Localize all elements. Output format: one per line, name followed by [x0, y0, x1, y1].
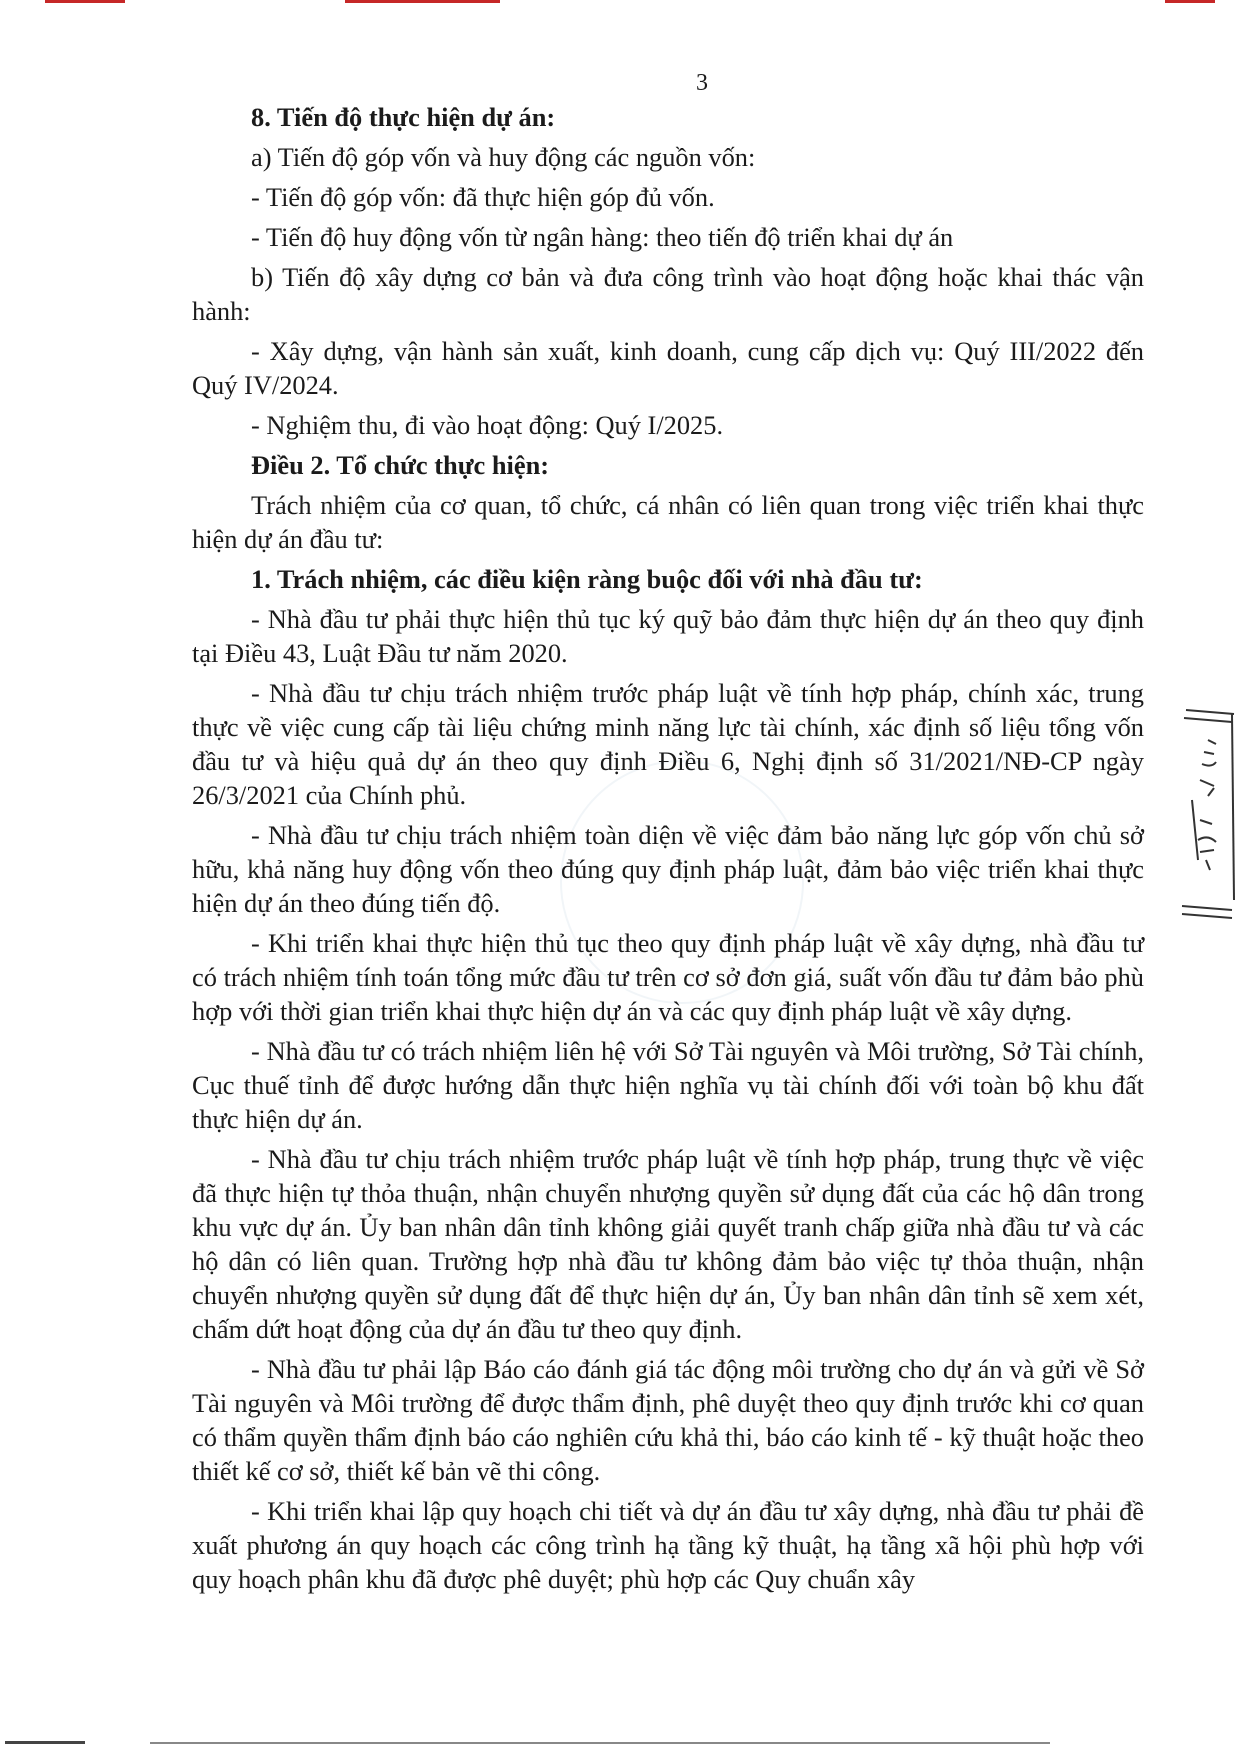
paragraph: - Nhà đầu tư chịu trách nhiệm trước pháp luật về tính hợp pháp, chính xác, trung thực về việc cung cấp tài liệu chứng minh năng lực tài chính, xác định số liệu tổng vốn đầu tư và hiệu quả dự án theo quy định Điều 6, Nghị định số 31/2021/NĐ-CP ngày 26/3/2021 của Chính phủ. [192, 678, 1144, 810]
bottom-edge-mark [150, 1742, 1050, 1744]
paragraph: - Nhà đầu tư chịu trách nhiệm toàn diện về việc đảm bảo năng lực góp vốn chủ sở hữu, khả năng huy động vốn theo đúng quy định pháp luật, đảm bảo việc triển khai thực hiện dự án theo đúng tiến độ. [192, 820, 1144, 918]
article-heading: Điều 2. Tổ chức thực hiện: [251, 450, 550, 480]
paragraph: - Nhà đầu tư có trách nhiệm liên hệ với Sở Tài nguyên và Môi trường, Sở Tài chính, Cục thuế tỉnh để được hướng dẫn thực hiện nghĩa vụ tài chính đối với toàn bộ khu đất thực hiện dự án. [192, 1036, 1144, 1134]
margin-stamp-icon [1178, 700, 1236, 920]
paragraph: - Nhà đầu tư chịu trách nhiệm trước pháp luật về tính hợp pháp, trung thực về việc đã thực hiện tự thỏa thuận, nhận chuyển nhượng quyền sử dụng đất của các hộ dân trong khu vực dự án. Ủy ban nhân dân tỉnh không giải quyết tranh chấp giữa nhà đầu tư và các hộ dân có liên quan. Trường hợp nhà đầu tư không đảm bảo việc tự thỏa thuận, nhận chuyển nhượng quyền sử dụng đất để thực hiện dự án, Ủy ban nhân dân tỉnh sẽ xem xét, chấm dứt hoạt động của dự án đầu tư theo quy định. [192, 1144, 1144, 1344]
bottom-edge-mark [5, 1741, 85, 1744]
paragraph: - Tiến độ huy động vốn từ ngân hàng: theo tiến độ triển khai dự án [251, 222, 954, 252]
paragraph: - Khi triển khai thực hiện thủ tục theo quy định pháp luật về xây dựng, nhà đầu tư có trách nhiệm tính toán tổng mức đầu tư trên cơ sở đơn giá, suất vốn đầu tư đảm bảo phù hợp với thời gian triển khai thực hiện dự án và các quy định pháp luật về xây dựng. [192, 928, 1144, 1026]
paragraph: - Nghiệm thu, đi vào hoạt động: Quý I/2025. [251, 410, 724, 440]
paragraph: - Khi triển khai lập quy hoạch chi tiết và dự án đầu tư xây dựng, nhà đầu tư phải đề xuất phương án quy hoạch các công trình hạ tầng kỹ thuật, hạ tầng xã hội phù hợp với quy hoạch phân khu đã được phê duyệt; phù hợp các Quy chuẩn xây [192, 1496, 1144, 1594]
paragraph: Trách nhiệm của cơ quan, tổ chức, cá nhân có liên quan trong việc triển khai thực hiện dự án đầu tư: [192, 490, 1144, 554]
paragraph: - Nhà đầu tư phải thực hiện thủ tục ký quỹ bảo đảm thực hiện dự án theo quy định tại Điều 43, Luật Đầu tư năm 2020. [192, 604, 1144, 668]
paragraph: - Xây dựng, vận hành sản xuất, kinh doanh, cung cấp dịch vụ: Quý III/2022 đến Quý IV/2024. [192, 336, 1144, 400]
top-edge-mark [45, 0, 125, 3]
top-edge-mark [345, 0, 500, 3]
paragraph: b) Tiến độ xây dựng cơ bản và đưa công trình vào hoạt động hoặc khai thác vận hành: [192, 262, 1144, 326]
paragraph: a) Tiến độ góp vốn và huy động các nguồn vốn: [251, 142, 756, 172]
subsection-heading: 1. Trách nhiệm, các điều kiện ràng buộc đối với nhà đầu tư: [251, 564, 923, 594]
top-edge-mark [1165, 0, 1215, 3]
paragraph: - Nhà đầu tư phải lập Báo cáo đánh giá tác động môi trường cho dự án và gửi về Sở Tài nguyên và Môi trường để được thẩm định, phê duyệt theo quy định trước khi cơ quan có thẩm quyền thẩm định báo cáo nghiên cứu khả thi, báo cáo kinh tế - kỹ thuật hoặc theo thiết kế cơ sở, thiết kế bản vẽ thi công. [192, 1354, 1144, 1486]
paragraph: - Tiến độ góp vốn: đã thực hiện góp đủ vốn. [251, 182, 715, 212]
page-number: 3 [696, 70, 708, 96]
section-heading: 8. Tiến độ thực hiện dự án: [251, 102, 556, 132]
document-body [192, 100, 1144, 1602]
